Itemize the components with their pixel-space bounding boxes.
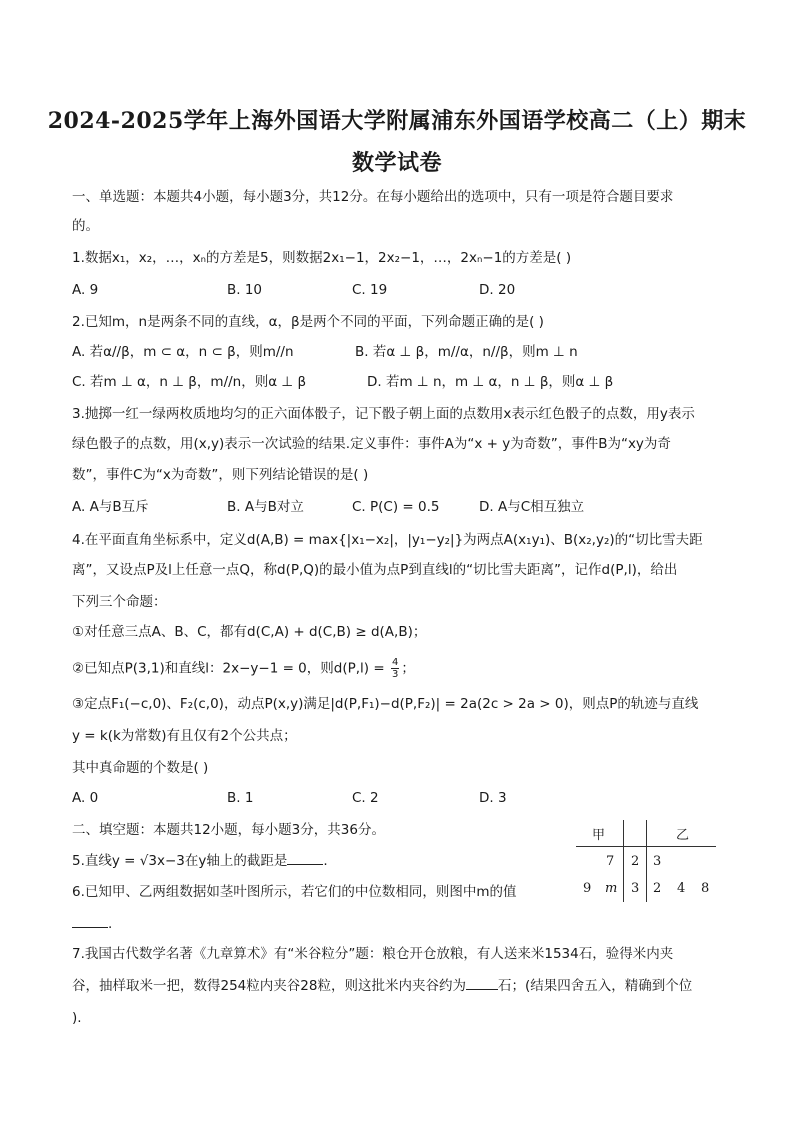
question-6-answer [72,914,112,934]
q3-option-b: B. A与B对立 [227,499,304,515]
q1-option-b: B. 10 [227,282,263,298]
q4-option-b: B. 1 [227,790,254,806]
question-4-line2: 离”，又设点P及l上任意一点Q，称d(P,Q)的最小值为点P到直线l的“切比雪夫距离”，记作d(P,l)，给出 [72,562,678,578]
question-3-line3: 数”，事件C为“x为奇数”，则下列结论错误的是( ) [72,467,369,483]
leaf-left: m [605,881,618,896]
question-4-line3: 下列三个命题： [72,594,167,610]
stem-leaf-header-rule [576,846,716,847]
stem-value: 3 [631,881,640,896]
question-6-end: . [108,916,113,932]
q4-option-c: C. 2 [352,790,379,806]
question-7-line3: ). [72,1010,82,1026]
stem-leaf-header-left: 甲 [592,828,606,843]
question-7-line2-text: 谷，抽样取米一把，数得254粒内夹谷28粒，则这批米内夹谷约为 [72,978,466,994]
section1-heading-cont: 的。 [72,218,99,234]
q3-option-c: C. P(C) = 0.5 [352,499,440,515]
section1-heading: 一、单选题：本题共4小题，每小题3分，共12分。在每小题给出的选项中，只有一项是符合题目要求 [72,189,674,205]
question-4-line1: 4.在平面直角坐标系中，定义d(A,B) = max{|x₁−x₂|，|y₁−y₂|}为两点A(x₁y₁)、B(x₂,y₂)的“切比雪夫距 [72,532,703,548]
q2-option-b: B. 若α ⊥ β，m//α，n//β，则m ⊥ n [355,344,578,360]
leaf-right: 2 [653,881,662,896]
exam-title-line2: 数学试卷 [351,150,442,176]
q1-option-a: A. 9 [72,282,99,298]
question-5-text: 5.直线y = √3x−3在y轴上的截距是 [72,853,288,869]
stem-leaf-header-right: 乙 [676,828,690,843]
q1-option-d: D. 20 [479,282,516,298]
fraction [391,657,399,680]
stem-divider-left [623,820,624,902]
q3-option-d: D. A与C相互独立 [479,499,585,515]
q2-option-d: D. 若m ⊥ n，m ⊥ α，n ⊥ β，则α ⊥ β [367,374,614,390]
q4-proposition-3-line2: y = k(k为常数)有且仅有2个公共点； [72,728,297,744]
stem-divider-right [646,820,647,902]
answer-blank [72,915,108,928]
stem-leaf-plot [576,818,716,904]
question-3-line2: 绿色骰子的点数，用(x,y)表示一次试验的结果.定义事件：事件A为“x + y为奇数”，事件B为“xy为奇 [72,436,671,452]
q4-option-d: D. 3 [479,790,507,806]
answer-blank [287,852,323,865]
question-1-stem: 1.数据x₁，x₂，…，xₙ的方差是5，则数据2x₁−1，2x₂−1，…，2xₙ−1的方差是( ) [72,250,572,266]
question-4-ask: 其中真命题的个数是( ) [72,760,209,776]
fraction-denominator: 3 [391,669,399,680]
q1-option-c: C. 19 [352,282,388,298]
question-3-line1: 3.抛掷一红一绿两枚质地均匀的正六面体骰子，记下骰子朝上面的点数用x表示红色骰子的点数，用y表示 [72,406,695,422]
question-5-end: . [323,853,328,869]
q4-proposition-2-text: ②已知点P(3,1)和直线l：2x−y−1 = 0，则d(P,l) = [72,660,385,677]
answer-blank [466,977,498,990]
q3-option-a: A. A与B互斥 [72,499,149,515]
question-7-line1: 7.我国古代数学名著《九章算术》有“米谷粒分”题：粮仓开仓放粮，有人送来米1534石，验得米内夹 [72,946,674,962]
question-5 [72,851,328,871]
question-6: 6.已知甲、乙两组数据如茎叶图所示，若它们的中位数相同，则图中m的值 [72,884,517,900]
stem-value: 2 [631,854,640,869]
question-7-line2 [72,976,692,996]
question-7-line2-end: 石；(结果四舍五入，精确到个位 [497,978,693,994]
section2-heading: 二、填空题：本题共12小题，每小题3分，共36分。 [72,822,385,838]
q4-option-a: A. 0 [72,790,99,806]
leaf-right: 3 [653,854,662,869]
q4-proposition-2-end: ； [401,660,415,677]
question-2-stem: 2.已知m，n是两条不同的直线，α，β是两个不同的平面，下列命题正确的是( ) [72,314,544,330]
leaf-left: 9 [583,881,592,896]
leaf-left: 7 [606,854,615,869]
q2-option-a: A. 若α//β，m ⊂ α，n ⊂ β，则m//n [72,344,294,360]
q4-proposition-1: ①对任意三点A、B、C，都有d(C,A) + d(C,B) ≥ d(A,B)； [72,624,427,640]
q4-proposition-3-line1: ③定点F₁(−c,0)、F₂(c,0)，动点P(x,y)满足|d(P,F₁)−d(P,F₂)| = 2a(2c > 2a > 0)，则点P的轨迹与直线 [72,696,699,712]
q2-option-c: C. 若m ⊥ α，n ⊥ β，m//n，则α ⊥ β [72,374,307,390]
fraction-numerator: 4 [391,657,399,668]
leaf-right: 8 [701,881,710,896]
leaf-right: 4 [677,881,686,896]
q4-proposition-2 [72,657,415,680]
exam-title-line1: 2024-2025学年上海外国语大学附属浦东外国语学校高二（上）期末 [47,108,747,134]
